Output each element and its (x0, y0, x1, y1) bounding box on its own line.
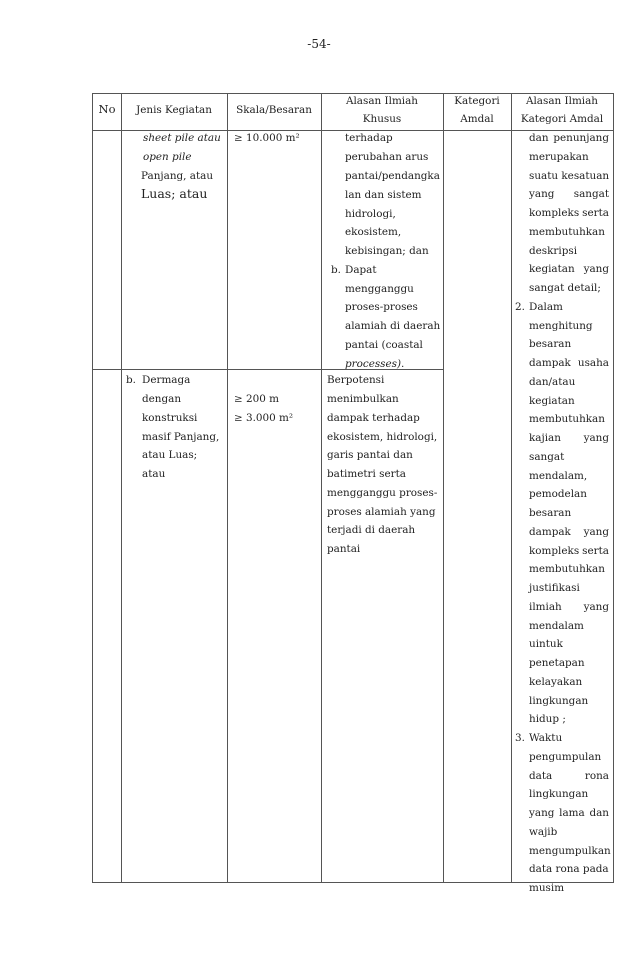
jenis-list-marker: b. (126, 374, 136, 386)
kategori-text (529, 429, 609, 448)
kategori-word: data (529, 769, 553, 782)
alasan-text: menimbulkan (327, 393, 399, 405)
header-no: No (98, 102, 116, 116)
kategori-text (529, 598, 609, 617)
kategori-word: yang (583, 525, 609, 538)
alasan-text: perubahan arus (345, 151, 429, 163)
alasan-list-marker: b. (331, 264, 341, 276)
kategori-word: yang (583, 432, 609, 444)
kategori-word: kompleks (529, 207, 580, 219)
skala-text: ≥ 200 m (234, 393, 279, 405)
kategori-text: uintuk (529, 638, 563, 651)
alasan-text: pantai (coastal (345, 339, 423, 351)
header-kategori: Kategori (454, 95, 500, 107)
alasan-text: mengganggu proses- (327, 487, 438, 499)
kategori-text: pemodelan (529, 488, 587, 501)
alasan-text: pantai/pendangka (345, 170, 440, 182)
kategori-text: menghitung (529, 319, 593, 332)
kategori-text (529, 542, 609, 561)
alasan-text: Dapat (345, 264, 377, 276)
kategori-text: suatu kesatuan (529, 169, 610, 182)
kategori-text: hidup ; (529, 713, 566, 726)
kategori-word: penunjang (553, 132, 609, 144)
kategori-text: besaran (529, 338, 572, 351)
alasan-text: lan dan sistem (345, 189, 422, 201)
alasan-text: alamiah di daerah (345, 320, 441, 332)
alasan-text: pantai (327, 543, 361, 555)
kategori-word: dampak (529, 525, 571, 538)
kategori-text: pengumpulan (529, 750, 602, 763)
kategori-text: Dalam (529, 300, 563, 313)
skala-text: ≥ 3.000 m² (234, 412, 294, 424)
alasan-text: kebisingan; dan (345, 245, 429, 257)
kategori-text (529, 129, 609, 148)
kategori-text: justifikasi (529, 582, 580, 594)
kategori-text: kelayakan (529, 675, 583, 688)
kategori-text: membutuhkan (529, 225, 605, 238)
column-divider (443, 94, 444, 882)
kategori-text: musim (529, 882, 565, 894)
kategori-word: ilmiah (529, 600, 562, 613)
alasan-text: processes). (345, 358, 405, 370)
kategori-text: Waktu (529, 732, 563, 744)
header-skala-besaran: Skala/Besaran (236, 104, 312, 116)
jenis-text: atau (142, 468, 166, 480)
alasan-text: ekosistem, (345, 226, 402, 238)
alasan-text: ekosistem, hidrologi, (327, 431, 438, 443)
alasan-text: dampak terhadap (327, 412, 420, 424)
kategori-text: besaran (529, 507, 572, 519)
jenis-text: konstruksi (142, 412, 198, 424)
jenis-text: atau Luas; (142, 449, 198, 461)
kategori-text (529, 204, 609, 223)
alasan-text: terhadap (345, 132, 393, 144)
kategori-text (529, 185, 609, 204)
page-number: -54- (307, 37, 331, 51)
kategori-word: yang (583, 263, 609, 276)
kategori-text (529, 260, 609, 279)
jenis-text: Luas; atau (141, 186, 208, 201)
kategori-text (529, 523, 609, 542)
kategori-text: mendalam, (529, 469, 588, 482)
kegiatan-table (92, 93, 614, 894)
kategori-word: serta (582, 207, 609, 219)
kategori-text: mendalam (529, 619, 584, 632)
kategori-word: kajian (529, 432, 561, 444)
kategori-word: sangat (573, 188, 609, 201)
alasan-text: proses alamiah yang (327, 506, 436, 518)
alasan-text: proses-proses (345, 301, 418, 313)
jenis-text: Dermaga (142, 374, 191, 386)
column-divider (511, 94, 512, 882)
jenis-text: open pile (143, 151, 192, 163)
kategori-text: sangat (529, 450, 565, 463)
kategori-text: lingkungan (529, 694, 589, 707)
kategori-text: dan/atau (529, 375, 576, 388)
column-divider (121, 94, 122, 882)
column-divider (227, 94, 228, 882)
kategori-word: usaha (577, 357, 609, 369)
kategori-text: sangat detail; (529, 282, 601, 294)
header-alasan-khusus: Khusus (362, 113, 402, 125)
kategori-text: data rona pada (529, 863, 609, 876)
skala-text: ≥ 10.000 m² (234, 132, 300, 144)
kategori-text (529, 767, 609, 786)
kategori-word: rona (584, 769, 609, 782)
kategori-word: kompleks (529, 544, 580, 557)
kategori-text: mengumpulkan (529, 844, 611, 857)
kategori-text: merupakan (529, 150, 589, 163)
alasan-text: batimetri serta (327, 468, 406, 480)
kategori-text: penetapan (529, 657, 585, 669)
kategori-word: yang (529, 188, 555, 201)
kategori-word: lama (559, 807, 585, 819)
kategori-list-marker: 3. (515, 732, 525, 744)
kategori-word: serta (582, 544, 609, 557)
kategori-text (529, 354, 609, 373)
alasan-text: mengganggu (345, 283, 414, 295)
kategori-word: kegiatan (529, 263, 575, 276)
jenis-text: Panjang, atau (141, 170, 214, 182)
kategori-word: dampak (529, 357, 571, 369)
jenis-text: masif Panjang, (142, 431, 220, 443)
kategori-text: deskripsi (529, 244, 578, 257)
header-kategori-amdal: Kategori Amdal (520, 113, 604, 125)
header-alasan-ilmiah: Alasan Ilmiah (345, 95, 419, 107)
kategori-word: yang (529, 807, 555, 819)
jenis-text: sheet pile atau (143, 132, 221, 144)
jenis-text: dengan (142, 393, 182, 405)
alasan-text: terjadi di daerah (327, 524, 416, 536)
kategori-list-marker: 2. (515, 300, 525, 313)
column-divider (321, 94, 322, 882)
kategori-word: yang (583, 600, 609, 613)
kategori-text: wajib (529, 825, 558, 838)
alasan-text: garis pantai dan (327, 449, 413, 461)
alasan-text: Berpotensi (327, 374, 385, 386)
header-jenis-kegiatan: Jenis Kegiatan (136, 104, 212, 116)
header-alasan-ilmiah-kategori: Alasan Ilmiah (525, 95, 599, 107)
kategori-text: membutuhkan (529, 413, 605, 426)
kategori-text: lingkungan (529, 788, 589, 801)
header-amdal: Amdal (460, 113, 494, 125)
kategori-text: kegiatan (529, 394, 575, 407)
kategori-text (529, 804, 609, 823)
kategori-word: dan (589, 807, 609, 819)
kategori-text: membutuhkan (529, 563, 605, 576)
alasan-text: hidrologi, (345, 208, 396, 220)
kategori-word: dan (529, 132, 549, 144)
